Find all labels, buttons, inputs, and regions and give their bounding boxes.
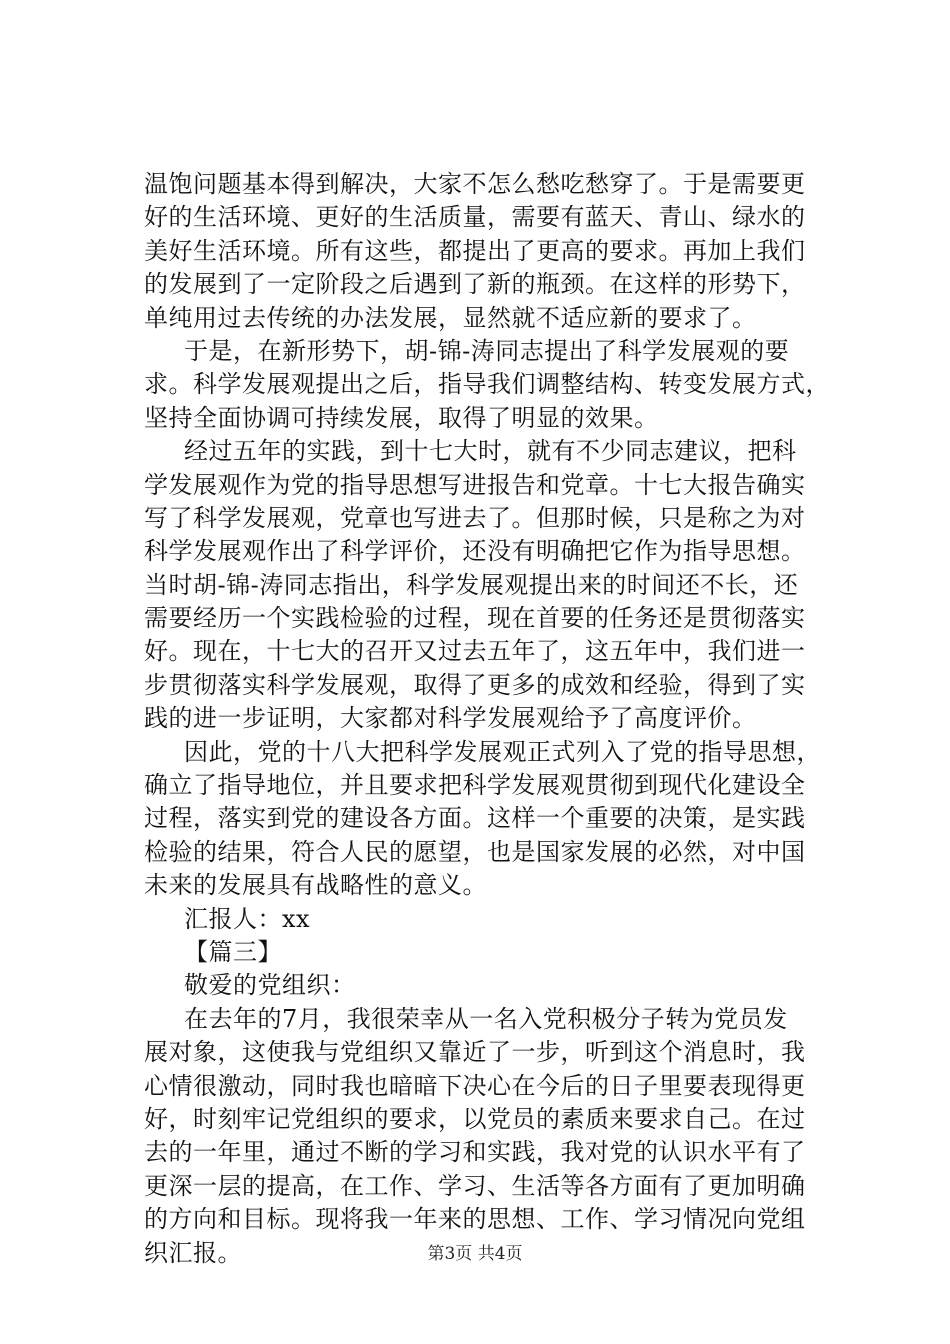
text-line: 汇报人：xx	[184, 904, 311, 933]
text-line: 当时胡-锦-涛同志指出，科学发展观提出来的时间还不长，还	[144, 570, 799, 599]
text-line: 好，时刻牢记党组织的要求，以党员的素质来要求自己。在过	[144, 1104, 806, 1133]
text-line: 科学发展观作出了科学评价，还没有明确把它作为指导思想。	[144, 537, 806, 566]
text-line: 经过五年的实践，到十七大时，就有不少同志建议，把科	[184, 437, 797, 466]
text-line: 心情很激动，同时我也暗暗下决心在今后的日子里要表现得更	[144, 1071, 806, 1100]
text-line: 的发展到了一定阶段之后遇到了新的瓶颈。在这样的形势下，	[144, 270, 806, 299]
text-line: 践的进一步证明，大家都对科学发展观给予了高度评价。	[144, 704, 757, 733]
text-line: 确立了指导地位，并且要求把科学发展观贯彻到现代化建设全	[144, 771, 806, 800]
text-line: 温饱问题基本得到解决，大家不怎么愁吃愁穿了。于是需要更	[144, 170, 806, 198]
text-line: 未来的发展具有战略性的意义。	[144, 871, 487, 900]
text-line: 好的生活环境、更好的生活质量，需要有蓝天、青山、绿水的	[144, 203, 806, 232]
document-body	[144, 168, 844, 1270]
text-line: 检验的结果，符合人民的愿望，也是国家发展的必然，对中国	[144, 837, 806, 866]
text-line: 坚持全面协调可持续发展，取得了明显的效果。	[144, 403, 659, 432]
text-line: 的方向和目标。现将我一年来的思想、工作、学习情况向党组	[144, 1205, 806, 1234]
text-line: 写了科学发展观，党章也写进去了。但那时候，只是称之为对	[144, 503, 806, 532]
text-line: 展对象，这使我与党组织又靠近了一步，听到这个消息时，我	[144, 1038, 806, 1067]
text-line: 去的一年里，通过不断的学习和实践，我对党的认识水平有了	[144, 1138, 806, 1167]
text-line: 需要经历一个实践检验的过程，现在首要的任务还是贯彻落实	[144, 604, 806, 633]
text-line: 单纯用过去传统的办法发展，显然就不适应新的要求了。	[144, 303, 757, 332]
text-line: 在去年的7月，我很荣幸从一名入党积极分子转为党员发	[184, 1004, 788, 1033]
text-line: 更深一层的提高，在工作、学习、生活等各方面有了更加明确	[144, 1171, 806, 1200]
text-line: 织汇报。	[144, 1238, 242, 1267]
text-line: 求。科学发展观提出之后，指导我们调整结构、转变发展方式，	[144, 370, 830, 399]
page-number-footer: 第3页 共4页	[427, 1244, 523, 1264]
text-line: 步贯彻落实科学发展观，取得了更多的成效和经验，得到了实	[144, 670, 806, 699]
text-line: 好。现在，十七大的召开又过去五年了，这五年中，我们进一	[144, 637, 806, 666]
text-line: 敬爱的党组织：	[184, 971, 356, 1000]
text-line: 美好生活环境。所有这些，都提出了更高的要求。再加上我们	[144, 236, 806, 265]
text-line: 于是，在新形势下，胡-锦-涛同志提出了科学发展观的要	[184, 336, 790, 365]
text-line: 因此，党的十八大把科学发展观正式列入了党的指导思想，	[184, 737, 821, 766]
text-line: 过程，落实到党的建设各方面。这样一个重要的决策，是实践	[144, 804, 806, 833]
text-line: 【篇三】	[184, 937, 282, 966]
text-line: 学发展观作为党的指导思想写进报告和党章。十七大报告确实	[144, 470, 806, 499]
